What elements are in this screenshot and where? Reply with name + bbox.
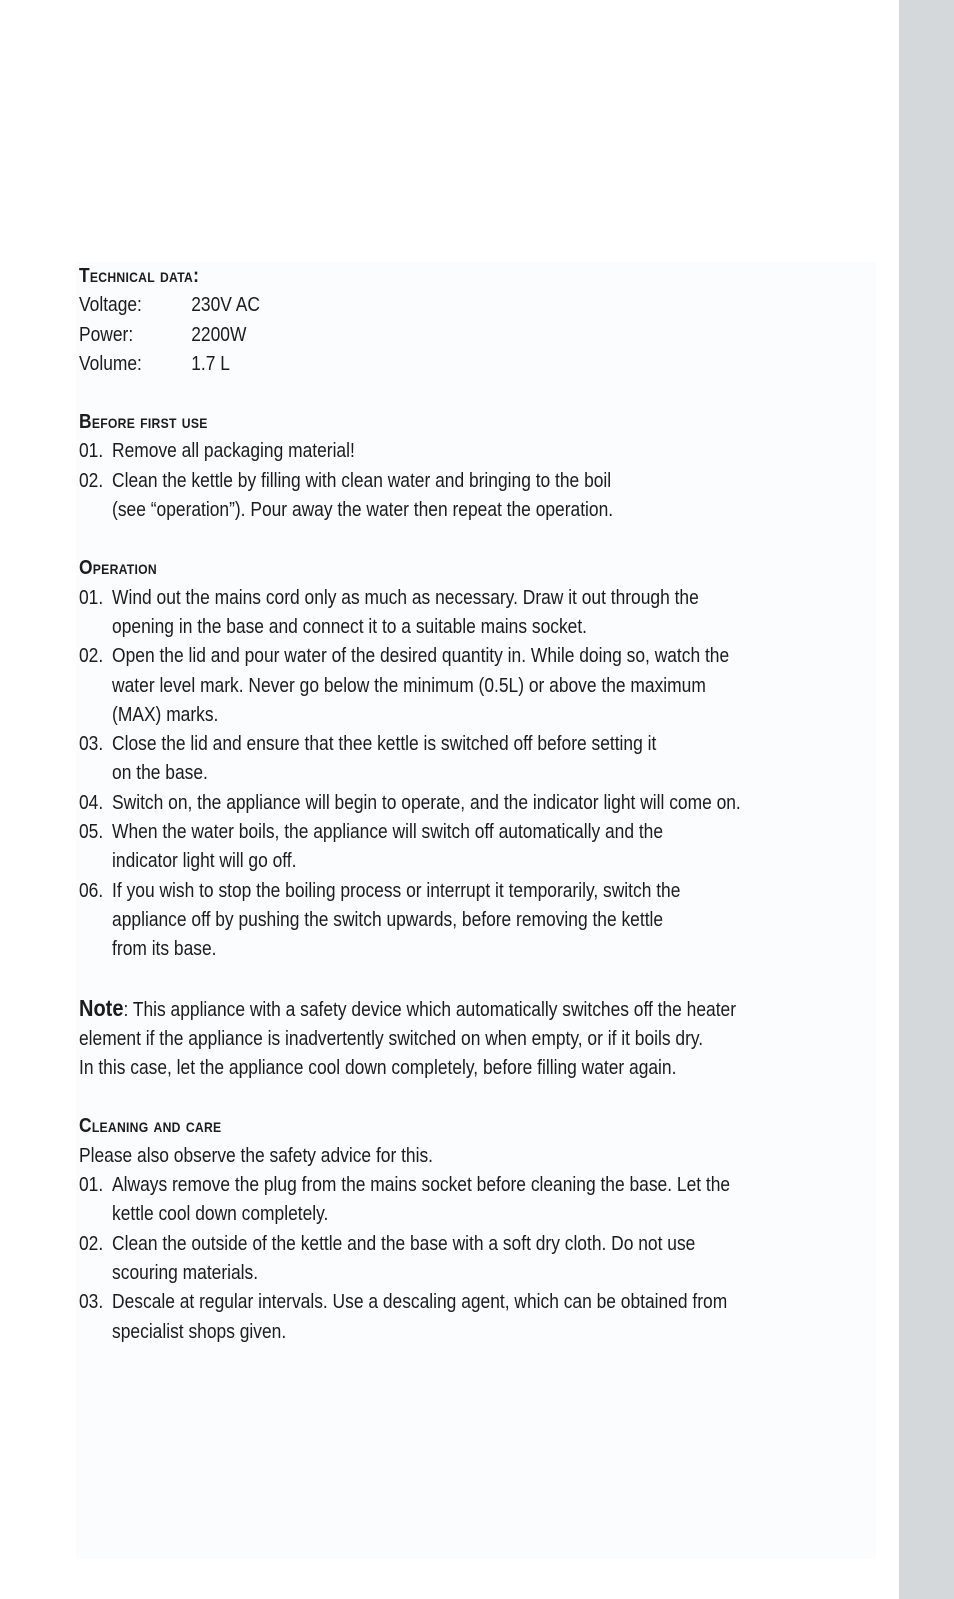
section-gap xyxy=(79,379,879,408)
spec-row-voltage xyxy=(79,291,879,320)
operation-section xyxy=(79,554,879,964)
item-number: 01. xyxy=(79,586,104,609)
item-text xyxy=(112,789,879,818)
spec-row-volume xyxy=(79,350,879,379)
spec-row-power xyxy=(79,321,879,350)
page-edge-strip xyxy=(899,0,954,1599)
item-line: scouring materials. xyxy=(112,1261,259,1284)
technical-data-section xyxy=(79,262,879,379)
item-line: opening in the base and connect it to a suitable mains socket. xyxy=(112,615,588,638)
technical-data-heading: Technical data: xyxy=(79,265,200,287)
before-first-use-section xyxy=(79,408,879,525)
item-line: Open the lid and pour water of the desired quantity in. While doing so, watch the xyxy=(112,645,730,668)
item-line: appliance off by pushing the switch upwards, before removing the kettle xyxy=(112,908,664,931)
item-line: (MAX) marks. xyxy=(112,703,219,726)
section-gap xyxy=(79,965,879,994)
spec-value: 1.7 L xyxy=(191,352,230,375)
item-number: 02. xyxy=(79,1232,104,1255)
item-line: Always remove the plug from the mains socket before cleaning the base. Let the xyxy=(112,1174,731,1197)
item-text xyxy=(112,437,879,466)
item-text xyxy=(112,1171,879,1230)
item-line: Switch on, the appliance will begin to operate, and the indicator light will come on. xyxy=(112,791,741,814)
note-label: Note xyxy=(79,994,124,1021)
spec-label: Voltage: xyxy=(79,294,142,317)
item-line: kettle cool down completely. xyxy=(112,1203,329,1226)
spec-value: 230V AC xyxy=(191,294,260,317)
note-line: In this case, let the appliance cool down completely, before filling water again. xyxy=(79,1057,677,1080)
item-number: 01. xyxy=(79,440,104,463)
note-line xyxy=(79,994,879,1025)
item-text xyxy=(112,467,879,526)
list-item xyxy=(79,877,879,965)
item-text xyxy=(112,1288,879,1347)
spec-label: Volume: xyxy=(79,352,142,375)
item-line: specialist shops given. xyxy=(112,1320,287,1343)
item-number: 01. xyxy=(79,1174,104,1197)
item-text xyxy=(112,877,879,965)
item-line: indicator light will go off. xyxy=(112,850,297,873)
manual-content xyxy=(79,262,879,1347)
item-text xyxy=(112,818,879,877)
item-line: Clean the outside of the kettle and the base with a soft dry cloth. Do not use xyxy=(112,1232,696,1255)
spec-value: 2200W xyxy=(191,323,247,346)
operation-heading: Operation xyxy=(79,557,157,580)
item-line: on the base. xyxy=(112,762,208,785)
item-line: Wind out the mains cord only as much as necessary. Draw it out through the xyxy=(112,586,699,609)
cleaning-intro: Please also observe the safety advice for this. xyxy=(79,1144,433,1167)
list-item xyxy=(79,642,879,730)
item-line: (see “operation”). Pour away the water then repeat the operation. xyxy=(112,499,614,522)
cleaning-section xyxy=(79,1112,879,1346)
item-number: 05. xyxy=(79,821,104,844)
list-item xyxy=(79,789,879,818)
note-line: element if the appliance is inadvertently switched on when empty, or if it boils dry. xyxy=(79,1027,704,1050)
list-item xyxy=(79,818,879,877)
note-text: : This appliance with a safety device which automatically switches off the heater xyxy=(123,998,737,1021)
item-text xyxy=(112,1230,879,1289)
list-item xyxy=(79,1230,879,1289)
cleaning-heading: Cleaning and care xyxy=(79,1115,222,1138)
section-gap xyxy=(79,525,879,554)
item-line: from its base. xyxy=(112,938,217,961)
item-line: Close the lid and ensure that thee kettle is switched off before setting it xyxy=(112,733,657,756)
spec-label: Power: xyxy=(79,323,134,346)
item-number: 02. xyxy=(79,469,104,492)
item-number: 02. xyxy=(79,645,104,668)
list-item xyxy=(79,730,879,789)
item-line: water level mark. Never go below the minimum (0.5L) or above the maximum xyxy=(112,674,706,697)
list-item xyxy=(79,1171,879,1230)
item-number: 06. xyxy=(79,879,104,902)
item-number: 03. xyxy=(79,733,104,756)
item-text xyxy=(112,642,879,730)
note-section xyxy=(79,994,879,1084)
list-item xyxy=(79,584,879,643)
item-line: Descale at regular intervals. Use a descaling agent, which can be obtained from xyxy=(112,1291,728,1314)
list-item xyxy=(79,437,879,466)
before-first-use-heading: Before first use xyxy=(79,411,208,434)
item-text xyxy=(112,584,879,643)
list-item xyxy=(79,467,879,526)
item-text xyxy=(112,730,879,789)
item-number: 03. xyxy=(79,1291,104,1314)
item-line: If you wish to stop the boiling process or interrupt it temporarily, switch the xyxy=(112,879,681,902)
section-gap xyxy=(79,1083,879,1112)
item-line: When the water boils, the appliance will switch off automatically and the xyxy=(112,821,664,844)
list-item xyxy=(79,1288,879,1347)
item-number: 04. xyxy=(79,791,104,814)
item-line: Clean the kettle by filling with clean water and bringing to the boil xyxy=(112,469,612,492)
item-line: Remove all packaging material! xyxy=(112,440,355,463)
